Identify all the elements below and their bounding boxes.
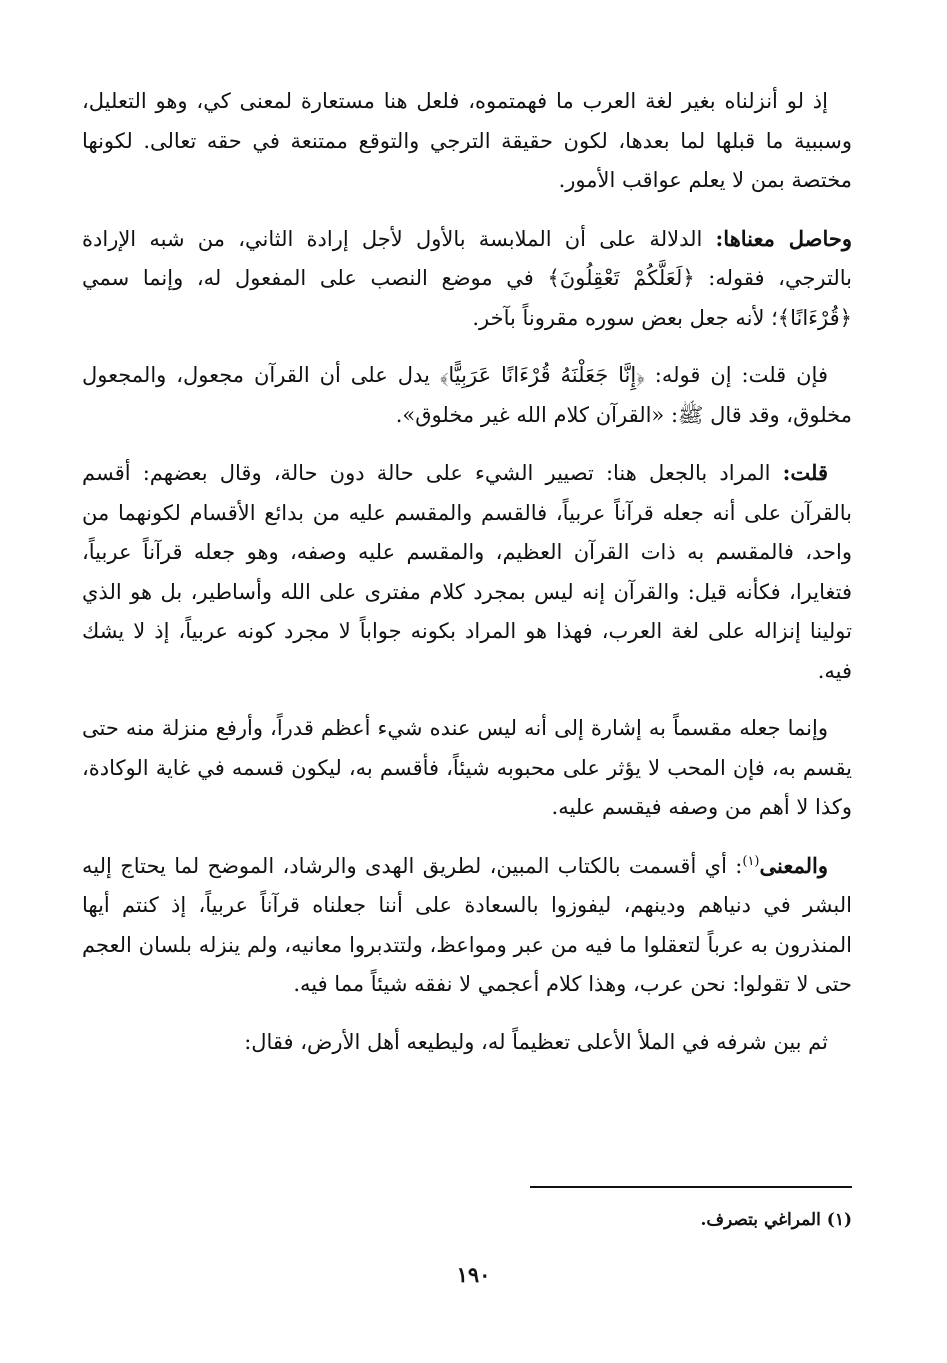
footnote: (١) المراغي بتصرف. — [700, 1210, 852, 1230]
paragraph-text: الدلالة على أن الملابسة بالأول لأجل إرادة الثاني، من شبه الإرادة بالترجي، فقوله: ﴿لَعَلَّكُمْ تَعْقِلُونَ﴾ في موضع النصب على المفعول له، وإنما سمي ﴿قُرْءَانًا﴾؛ لأنه جعل بعض سوره مقروناً بآخر. — [82, 226, 852, 330]
paragraph-text: : أي أقسمت بالكتاب المبين، لطريق الهدى والرشاد، الموضح لما يحتاج إليه البشر في دنياهم ودينهم، ليفوزوا بالسعادة على أننا جعلناه قرآناً عربياً، إذ كنتم أيها المنذرون به عرباً لتعقلوا ما فيه من عبر ومواعظ، ولتتدبروا معانيه، ولم ينزله بلسان العجم حتى لا تقولوا: نحن عرب، وهذا كلام أعجمي لا نفقه شيئاً مما فيه. — [82, 853, 852, 996]
paragraph-text: المراد بالجعل هنا: تصيير الشيء على حالة دون حالة، وقال بعضهم: أقسم بالقرآن على أنه جعله قرآناً عربياً، فالقسم والمقسم عليه من بدائع الأقسام لكونهما من واحد، فالمقسم به ذات القرآن العظيم، والمقسم عليه وصفه، وهو جعله قرآناً عربياً، فتغايرا، فكأنه قيل: والقرآن إنه ليس بمجرد كلام مفترى على الله وأساطير، بل هو الذي تولينا إنزاله على لغة العرب، فهذا هو المراد بكونه جواباً لا مجرد كونه عربياً، إذ لا يشك فيه. — [82, 461, 852, 683]
paragraph-text: إذ لو أنزلناه بغير لغة العرب ما فهمتموه، فلعل هنا مستعارة لمعنى كي، وهو التعليل، وسببية ما قبلها لما بعدها، لكون حقيقة الترجي والتوقع ممتنعة في حقه تعالى. لكونها مختصة بمن لا يعلم عواقب الأمور. — [82, 89, 852, 192]
paragraph-lead: وحاصل معناها: — [715, 225, 852, 251]
paragraph-text: ثم بين شرفه في الملأ الأعلى تعظيماً له، وليطيعه أهل الأرض، فقال: — [244, 1029, 828, 1054]
paragraph-5 — [82, 709, 852, 828]
main-text — [82, 82, 852, 1080]
paragraph-text: فإن قلت: إن قوله: ﴿إِنَّا جَعَلْنَهُ قُرْءَانًا عَرَبِيًّا﴾ يدل على أن القرآن مجعول، والمجعول مخلوق، وقد قال ﷺ: «القرآن كلام الله غير مخلوق». — [82, 363, 852, 427]
paragraph-3 — [82, 356, 852, 435]
footnote-marker: (١) — [742, 853, 760, 869]
paragraph-lead: والمعنى — [759, 852, 828, 878]
paragraph-4 — [82, 453, 852, 691]
paragraph-2 — [82, 219, 852, 339]
paragraph-6 — [82, 846, 852, 1005]
paragraph-7 — [82, 1023, 852, 1063]
paragraph-1 — [82, 82, 852, 201]
paragraph-lead: قلت: — [782, 460, 828, 485]
page-number: ١٩٠ — [456, 1262, 491, 1287]
footnote-divider — [530, 1186, 852, 1188]
paragraph-text: وإنما جعله مقسماً به إشارة إلى أنه ليس عنده شيء أعظم قدراً، وأرفع منزلة منه حتى يقسم به، فإن المحب لا يؤثر على محبوبه شيئاً، فأقسم به، ليكون قسمه في غاية الوكادة، وكذا لا أهم من وصفه فيقسم عليه. — [82, 716, 852, 819]
